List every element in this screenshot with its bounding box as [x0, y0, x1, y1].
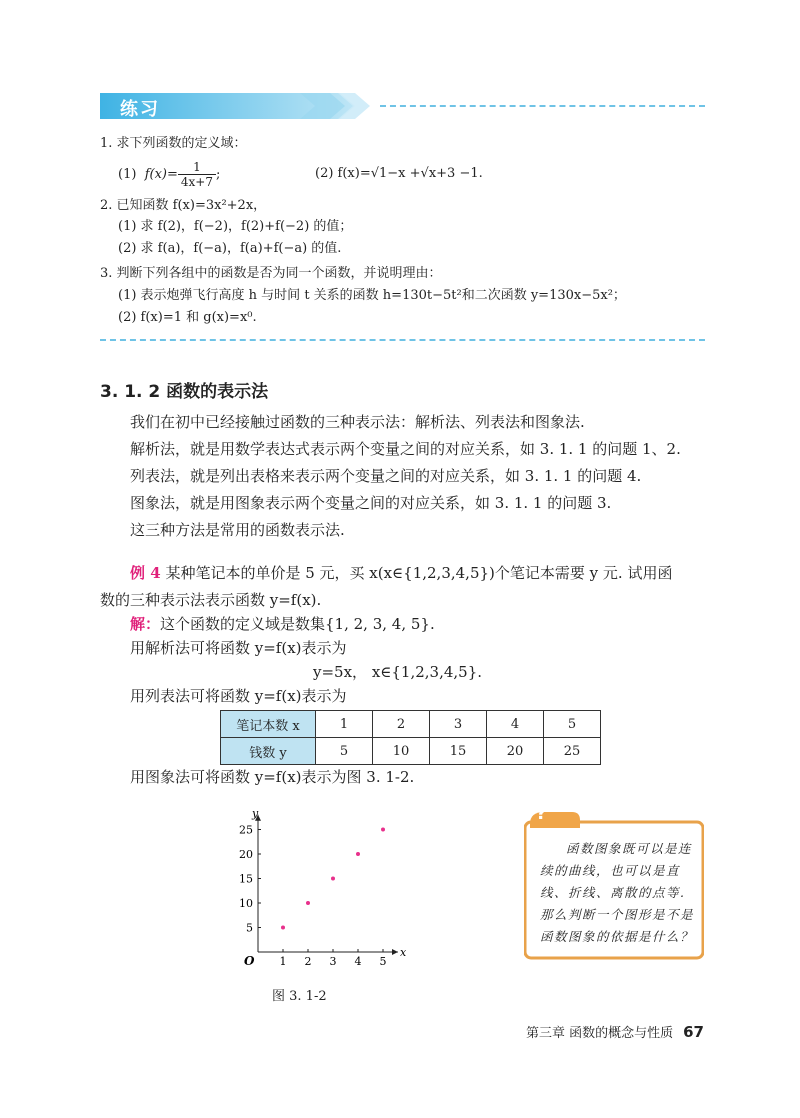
table-row-x [221, 711, 601, 738]
x-tick-label: 5 [379, 955, 387, 968]
section-paragraph-2: 解析法，就是用数学表达式表示两个变量之间的对应关系，如 3. 1. 1 的问题 1、2. [130, 440, 681, 458]
exercise-q1: 1. 求下列函数的定义域： [100, 136, 247, 151]
exercise-q3-part2: (2) f(x)=1 和 g(x)=x⁰. [118, 310, 257, 325]
example-label: 例 4 [130, 564, 161, 582]
y-tick-label: 5 [246, 921, 253, 935]
y-tick-label: 10 [239, 897, 253, 910]
exercise-title: 练习 [120, 99, 160, 120]
page-footer [526, 1022, 704, 1041]
section-paragraph-5: 这三种方法是常用的函数表示法. [130, 521, 345, 539]
table-header-x: 笔记本数 x [221, 711, 316, 738]
table-cell: 20 [487, 738, 544, 765]
table-cell: 3 [430, 711, 487, 738]
table-cell: 10 [373, 738, 430, 765]
section-paragraph-3: 列表法，就是列出表格来表示两个变量之间的对应关系，如 3. 1. 1 的问题 4. [130, 467, 642, 485]
origin-label: O [244, 954, 255, 968]
callout-text: 函数图象既可以是连 续的曲线，也可以是直 线、折线、离散的点等. 那么判断一个图形是不是 函数图象的依据是什么？ [540, 841, 695, 944]
exercise-q2-part2: (2) 求 f(a)，f(−a)，f(a)+f(−a) 的值. [118, 241, 342, 256]
y-tick-label: 15 [239, 872, 253, 886]
section-paragraph-4: 图象法，就是用图象表示两个变量之间的对应关系，如 3. 1. 1 的问题 3. [130, 494, 612, 512]
exercise-q1-part1: (1) f(x)= $\frac{1}{4x+7}$ ; [118, 160, 221, 189]
x-tick-label: 4 [354, 955, 362, 968]
exercise-q2: 2. 已知函数 f(x)=3x²+2x， [100, 198, 267, 213]
bottom-dashed-divider [100, 339, 705, 341]
table-cell: 25 [544, 738, 601, 765]
data-point [306, 901, 310, 905]
exercise-q2-part1: (1) 求 f(2)，f(−2)，f(2)+f(−2) 的值； [118, 219, 353, 234]
page-number: 67 [683, 1023, 704, 1041]
table-cell: 15 [430, 738, 487, 765]
data-point [381, 828, 385, 832]
table-row-y [221, 738, 601, 765]
data-point [356, 852, 360, 856]
exercise-q3: 3. 判断下列各组中的函数是否为同一个函数，并说明理由： [100, 266, 442, 281]
top-dashed-divider [380, 105, 705, 107]
x-axis-arrow [392, 949, 398, 955]
data-point [331, 877, 335, 881]
section-title: 3. 1. 2 函数的表示法 [100, 382, 269, 402]
y-tick-label: 25 [239, 823, 253, 837]
table-cell: 5 [544, 711, 601, 738]
x-tick-label: 1 [279, 955, 287, 968]
figure-caption: 图 3. 1-2 [272, 989, 327, 1004]
table-cell: 1 [316, 711, 373, 738]
exercise-q1-part2: (2) f(x)=√1−x +√x+3 −1. [315, 166, 483, 181]
graph-intro: 用图象法可将函数 y=f(x)表示为图 3. 1-2. [130, 768, 415, 786]
section-paragraph-1: 我们在初中已经接触过函数的三种表示法：解析法、列表法和图象法. [130, 413, 585, 431]
table-cell: 5 [316, 738, 373, 765]
chapter-title: 第三章 函数的概念与性质 [525, 1026, 674, 1041]
analytic-intro: 用解析法可将函数 y=f(x)表示为 [130, 639, 347, 657]
table-intro: 用列表法可将函数 y=f(x)表示为 [130, 687, 347, 705]
scatter-chart [225, 792, 415, 972]
exercise-q3-part1: (1) 表示炮弹飞行高度 h 与时间 t 关系的函数 h=130t−5t²和二次函数 y=130x−5x²； [118, 288, 626, 303]
value-table [220, 710, 601, 765]
x-tick-label: 2 [304, 955, 312, 968]
solution-line: 解：这个函数的定义域是数集{1, 2, 3, 4, 5}. [130, 615, 435, 633]
solution-label: 解： [130, 615, 161, 633]
x-tick-label: 3 [329, 955, 337, 968]
analytic-formula: y=5x， x∈{1,2,3,4,5}. [313, 663, 483, 681]
question-mark-icon: ? [536, 803, 547, 824]
data-point [281, 926, 285, 930]
table-cell: 4 [487, 711, 544, 738]
example-line-2: 数的三种表示法表示函数 y=f(x). [100, 591, 322, 609]
x-axis-label: x [400, 946, 407, 959]
example-line-1: 例 4 某种笔记本的单价是 5 元，买 x(x∈{1,2,3,4,5})个笔记本需要 y 元. 试用函 [130, 564, 673, 582]
table-cell: 2 [373, 711, 430, 738]
y-axis-label: y [252, 806, 259, 820]
table-header-y: 钱数 y [221, 738, 316, 765]
y-tick-label: 20 [239, 848, 253, 861]
